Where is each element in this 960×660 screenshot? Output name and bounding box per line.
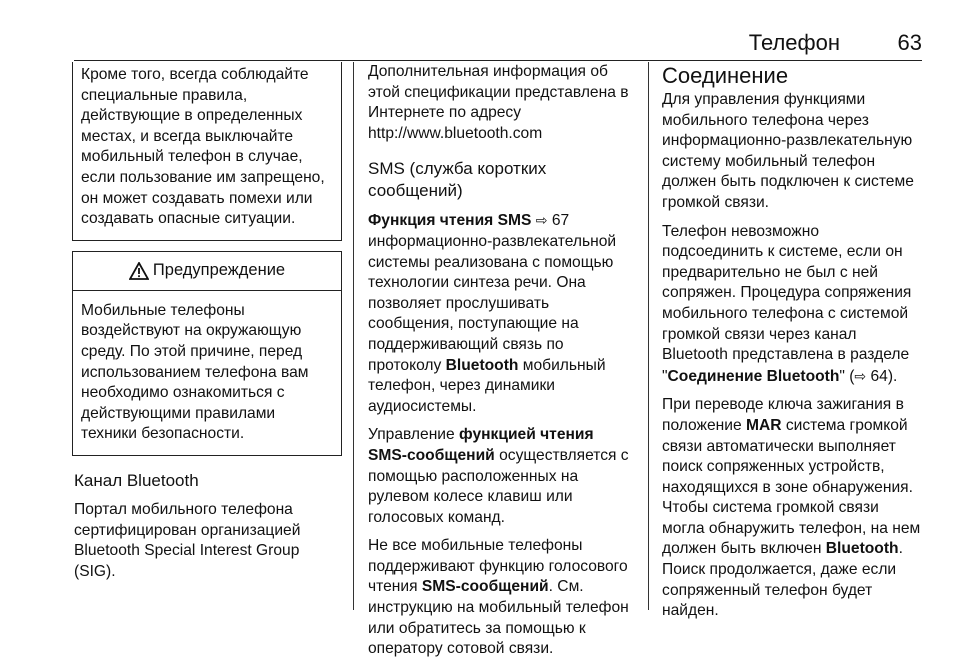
chapter-title: Телефон bbox=[748, 30, 840, 55]
column-divider bbox=[648, 62, 649, 610]
note-text: Кроме того, всегда соблюдайте специальные правила, действующие в определенных местах, и всегда выключайте мобильный телефон в случае, если пользование им запрещено, он может создавать помехи или создавать опасные ситуации. bbox=[81, 66, 325, 228]
reference-arrow-icon: ⇨ bbox=[854, 367, 867, 384]
header-rule bbox=[74, 60, 922, 61]
sms-paragraph-3: Не все мобильные телефоны поддерживают функцию голосового чтения SMS-сообщений. См. инструкцию на мобильный телефон или обратитесь за помощью к оператору сотовой связи. bbox=[368, 537, 629, 658]
warning-text: Мобильные телефоны воздействуют на окружающую среду. По этой причине, перед использованием телефона вам необходимо ознакомиться с действующими правилами техники безопасности. bbox=[81, 301, 309, 443]
warning-title: Предупреждение bbox=[152, 261, 286, 280]
connection-paragraph-1: Для управления функциями мобильного телефона через информационно-развлекательную систему мобильный телефон должен быть подключен к системе громкой связи. bbox=[662, 91, 914, 211]
sms-section-title: SMS (служба коротких сообщений) bbox=[368, 159, 547, 201]
column-2 bbox=[368, 62, 634, 660]
page-header bbox=[0, 30, 960, 62]
note-box bbox=[72, 62, 342, 241]
sms-paragraph-1: Функция чтения SMS ⇨ 67 информационно-развлекательной системы реализована с помощью технологии синтеза речи. Она позволяет прослушивать сообщения, поступающие на поддерживающий связь по протоколу Bluetooth мобильный телефон, через динамики аудиосистемы. bbox=[368, 212, 617, 415]
intro-text: Дополнительная информация об этой спецификации представлена в Интернете по адресу http://www.bluetooth.com bbox=[368, 63, 629, 142]
column-1 bbox=[74, 62, 342, 582]
connection-paragraph-3: При переводе ключа зажигания в положение MAR система громкой связи автоматически выполняет поиск сопряженных устройств, находящихся в зоне обнаружения. Чтобы система громкой связи могла обнаружить телефон, на нем должен быть включен Bluetooth. Поиск продолжается, даже если сопряженный телефон будет найден. bbox=[662, 396, 921, 620]
warning-icon bbox=[129, 262, 149, 280]
section-title-bluetooth: Канал Bluetooth bbox=[74, 470, 199, 490]
page-number: 63 bbox=[897, 30, 922, 55]
column-3 bbox=[662, 62, 924, 622]
warning-box bbox=[72, 251, 342, 456]
connection-paragraph-2: Телефон невозможно подсоединить к системе, если он предварительно не был с ней сопряжен. Процедура сопряжения мобильного телефона с системой громкой связи через канал Bluetooth представлена в разделе "Соединение Bluetooth" (⇨ 64). bbox=[662, 222, 912, 385]
section-text-bluetooth: Портал мобильного телефона сертифицирован организацией Bluetooth Special Interest Group (SIG). bbox=[74, 500, 301, 580]
connection-title: Соединение bbox=[662, 63, 789, 88]
warning-header bbox=[73, 252, 341, 291]
bluetooth-url: http://www.bluetooth.com bbox=[368, 124, 543, 142]
reference-arrow-icon: ⇨ bbox=[535, 212, 548, 229]
column-divider bbox=[353, 62, 354, 610]
sms-paragraph-2: Управление функцией чтения SMS-сообщений осуществляется с помощью расположенных на рулевом колесе клавиш или голосовых команд. bbox=[368, 426, 629, 526]
